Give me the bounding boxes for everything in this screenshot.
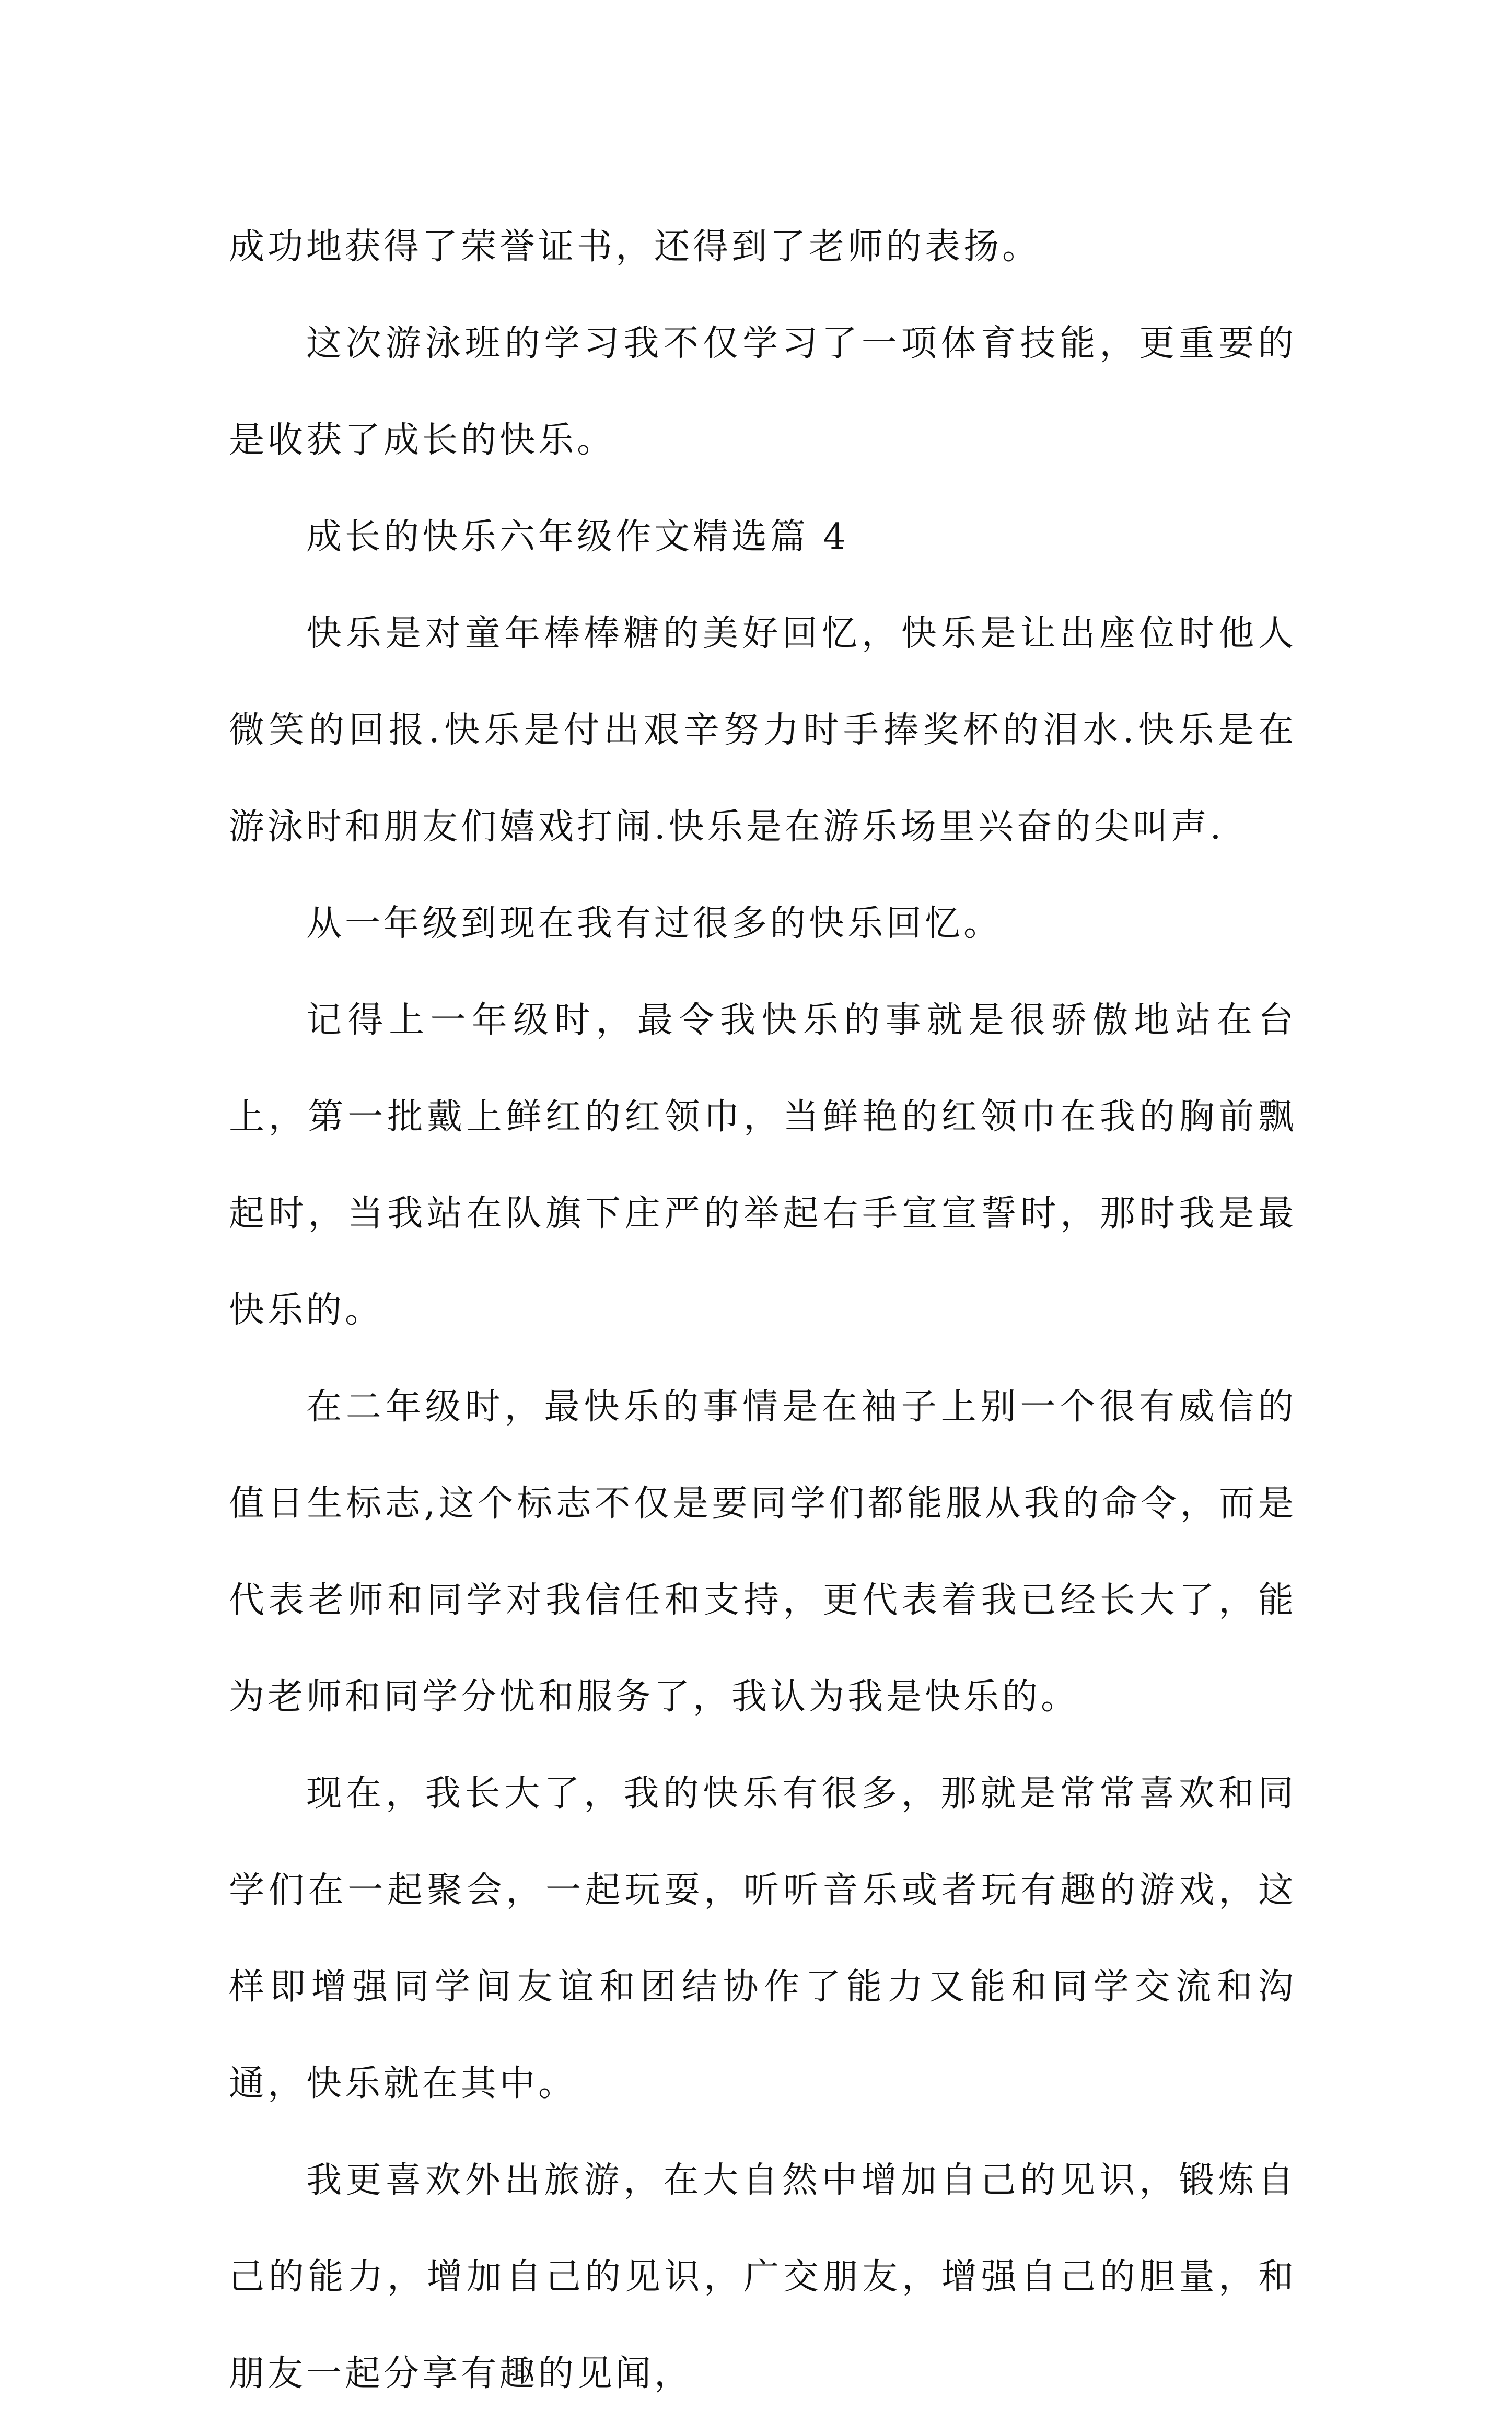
paragraph-memories-intro: 从一年级到现在我有过很多的快乐回忆。	[306, 903, 1003, 944]
paragraph-now: 现在，我长大了，我的快乐有很多，那就是常常喜欢和同学们在一起聚会，一起玩耍，听听音乐或者玩有趣的游戏，这样即增强同学间友谊和团结协作了能力又能和同学交流和沟通，快乐就在其中。	[229, 1773, 1297, 2104]
paragraph-travel: 我更喜欢外出旅游，在大自然中增加自己的见识，锻炼自己的能力，增加自己的见识，广交朋友，增强自己的胆量，和朋友一起分享有趣的见闻，	[229, 2160, 1297, 2394]
paragraph-second-grade: 在二年级时，最快乐的事情是在袖子上别一个很有威信的值日生标志,这个标志不仅是要同学们都能服从我的命令，而是代表老师和同学对我信任和支持，更代表着我已经长大了，能为老师和同学分忧和服务了，我认为我是快乐的。	[229, 1386, 1297, 1718]
paragraph-swimming-summary: 这次游泳班的学习我不仅学习了一项体育技能，更重要的是收获了成长的快乐。	[229, 323, 1297, 461]
paragraph-happiness-definition: 快乐是对童年棒棒糖的美好回忆，快乐是让出座位时他人微笑的回报.快乐是付出艰辛努力时手捧奖杯的泪水.快乐是在游泳时和朋友们嬉戏打闹.快乐是在游乐场里兴奋的尖叫声.	[229, 613, 1297, 848]
paragraph-first-grade: 记得上一年级时，最令我快乐的事就是很骄傲地站在台上，第一批戴上鲜红的红领巾，当鲜艳的红领巾在我的胸前飘起时，当我站在队旗下庄严的举起右手宣宣誓时，那时我是最快乐的。	[229, 1000, 1297, 1331]
section-title: 成长的快乐六年级作文精选篇 4	[306, 516, 849, 558]
paragraph-continuation: 成功地获得了荣誉证书，还得到了老师的表扬。	[229, 226, 1041, 268]
document-page	[229, 199, 1297, 2422]
